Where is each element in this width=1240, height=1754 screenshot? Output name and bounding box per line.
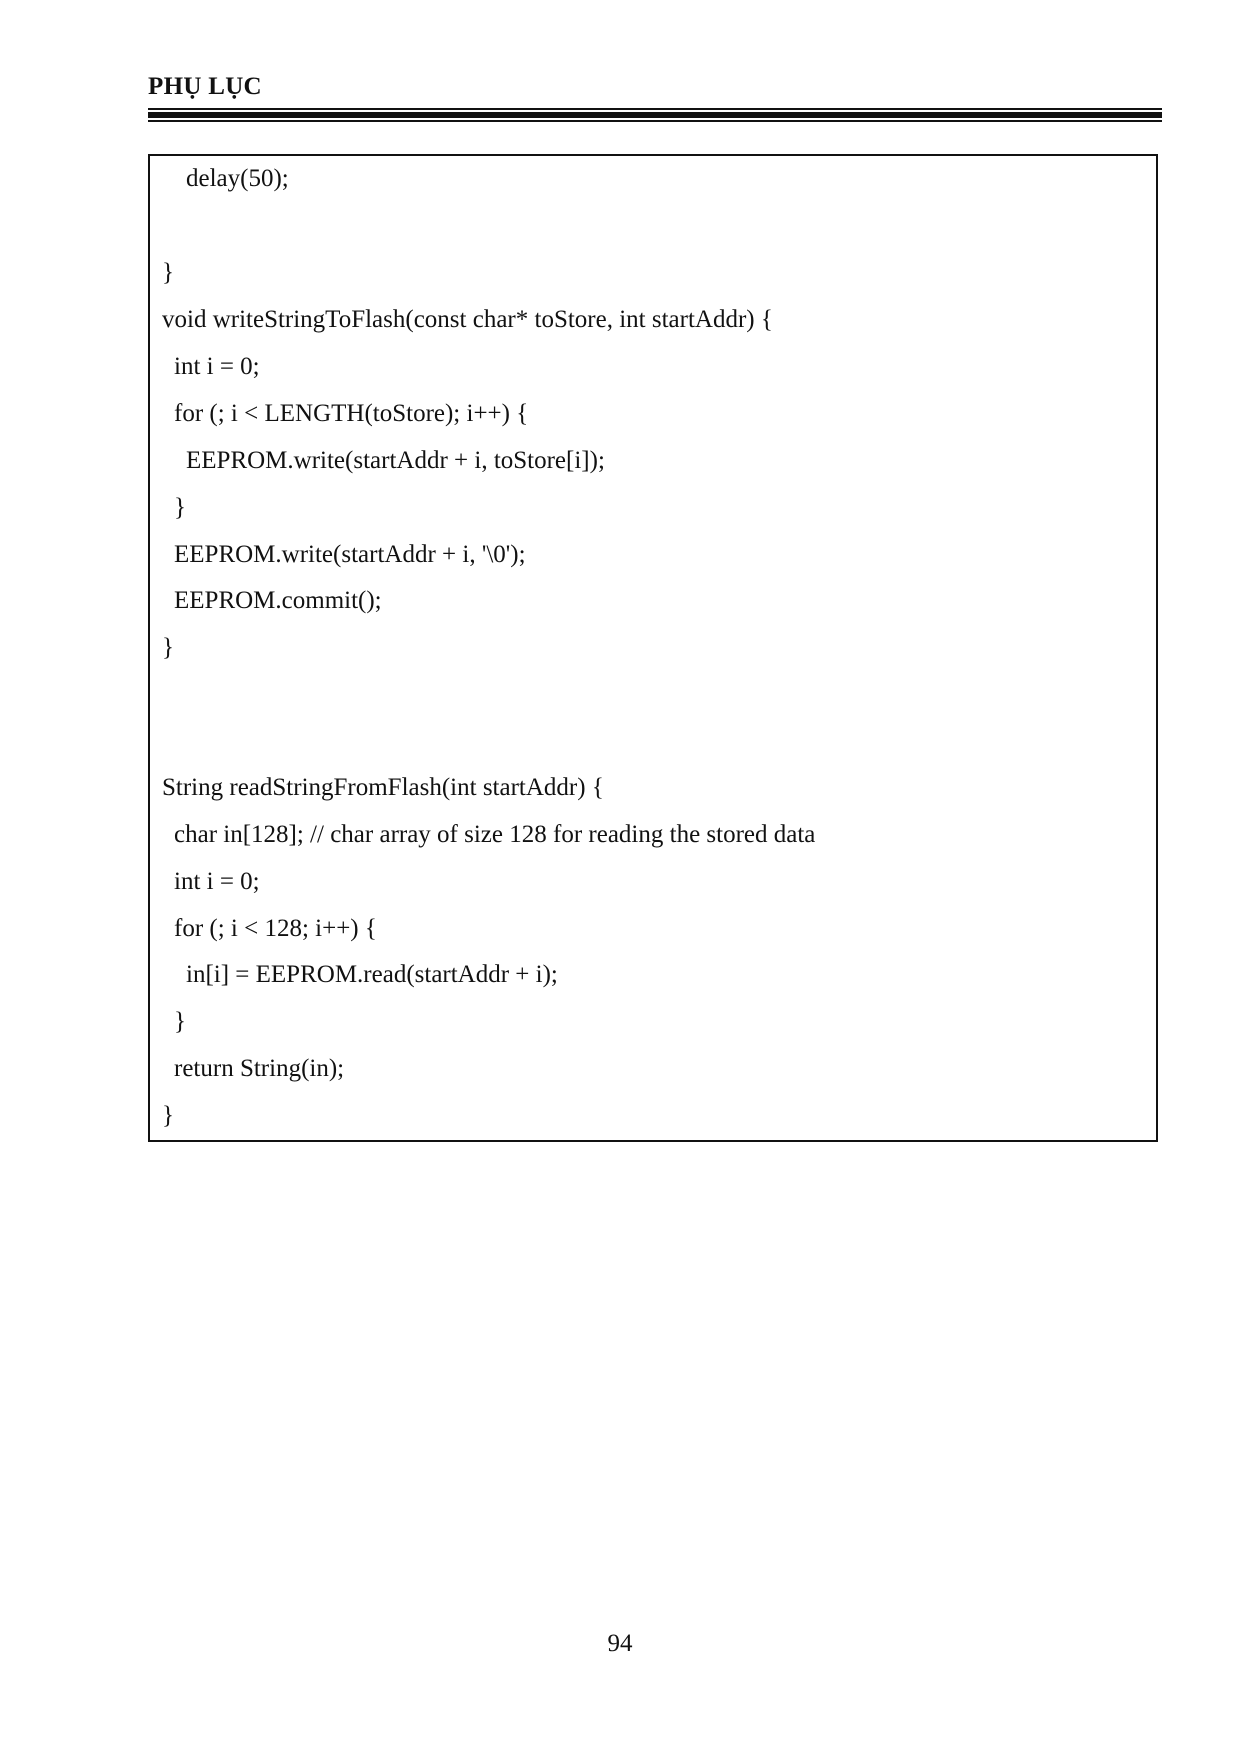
code-line: for (; i < 128; i++) { bbox=[174, 915, 377, 942]
code-line: } bbox=[174, 494, 186, 521]
code-line: int i = 0; bbox=[174, 353, 260, 380]
code-line: EEPROM.commit(); bbox=[174, 587, 382, 614]
code-line: void writeStringToFlash(const char* toStore, int startAddr) { bbox=[162, 306, 773, 333]
code-line: EEPROM.write(startAddr + i, toStore[i]); bbox=[186, 447, 605, 474]
header-rule bbox=[148, 108, 1162, 122]
code-line: delay(50); bbox=[186, 165, 289, 192]
code-line: } bbox=[162, 259, 174, 286]
code-line: char in[128]; // char array of size 128 for reading the stored data bbox=[174, 821, 816, 848]
code-listing-box bbox=[148, 154, 1158, 1142]
code-line: EEPROM.write(startAddr + i, '\0'); bbox=[174, 541, 526, 568]
code-line: in[i] = EEPROM.read(startAddr + i); bbox=[186, 961, 558, 988]
code-line: return String(in); bbox=[174, 1055, 345, 1082]
code-line: int i = 0; bbox=[174, 868, 260, 895]
code-line: String readStringFromFlash(int startAddr) { bbox=[162, 774, 604, 801]
page-number: 94 bbox=[607, 1630, 633, 1657]
section-title: PHỤ LỤC bbox=[148, 73, 262, 100]
code-line: } bbox=[162, 1102, 174, 1129]
code-line: } bbox=[174, 1008, 186, 1035]
code-line: for (; i < LENGTH(toStore); i++) { bbox=[174, 400, 529, 427]
code-line: } bbox=[162, 634, 174, 661]
